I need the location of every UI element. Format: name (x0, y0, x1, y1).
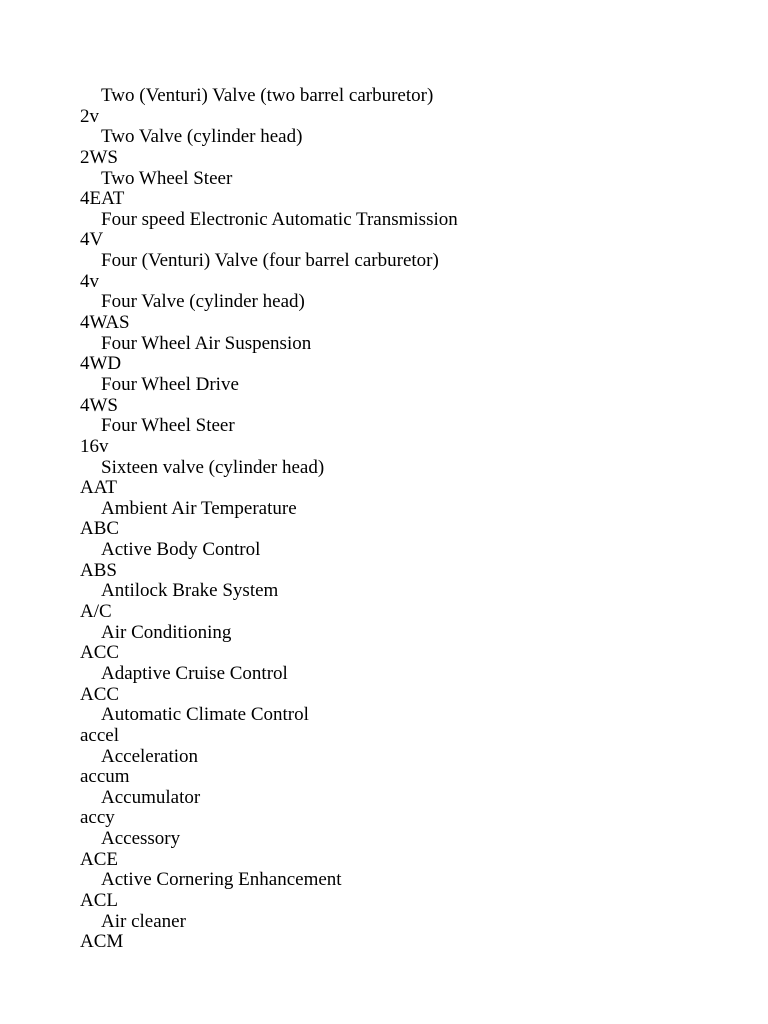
abbreviation-definition: Active Body Control (101, 539, 261, 561)
abbreviation-definition: Four Wheel Air Suspension (101, 332, 312, 354)
abbreviation-term: ACL (80, 889, 118, 911)
abbreviation-glossary (80, 86, 458, 953)
abbreviation-definition: Four Wheel Drive (101, 373, 239, 395)
abbreviation-definition: Air Conditioning (101, 621, 232, 643)
abbreviation-term: 16v (80, 435, 109, 457)
abbreviation-definition: Four speed Electronic Automatic Transmission (101, 208, 458, 230)
abbreviation-term: ACE (80, 848, 118, 870)
abbreviation-definition: Accumulator (101, 786, 201, 808)
abbreviation-definition: Two (Venturi) Valve (two barrel carburetor) (101, 85, 434, 106)
abbreviation-term: 4WD (80, 353, 122, 375)
abbreviation-definition: Four (Venturi) Valve (four barrel carburetor) (101, 250, 439, 272)
abbreviation-definition: Air cleaner (101, 910, 186, 932)
abbreviation-definition: Adaptive Cruise Control (101, 662, 288, 684)
abbreviation-definition: Acceleration (101, 745, 199, 767)
abbreviation-term: 4WS (80, 394, 118, 416)
abbreviation-term: accel (80, 724, 120, 746)
abbreviation-term: 2WS (80, 146, 118, 168)
abbreviation-term: ACC (80, 642, 120, 664)
abbreviation-term: ABS (80, 559, 117, 581)
abbreviation-term: accy (80, 807, 115, 829)
abbreviation-term: 4V (80, 229, 104, 251)
abbreviation-term: ACM (80, 931, 124, 953)
abbreviation-term: ACC (80, 683, 120, 705)
abbreviation-term: AAT (80, 477, 117, 499)
abbreviation-term: ABC (80, 518, 120, 540)
abbreviation-term: 2v (80, 105, 99, 127)
abbreviation-definition: Two Wheel Steer (101, 167, 233, 189)
abbreviation-definition: Automatic Climate Control (101, 704, 309, 726)
abbreviation-definition: Sixteen valve (cylinder head) (101, 456, 325, 478)
abbreviation-definition: Antilock Brake System (101, 580, 279, 602)
abbreviation-term: A/C (80, 601, 112, 623)
abbreviation-definition: Accessory (101, 828, 181, 850)
abbreviation-definition: Two Valve (cylinder head) (101, 126, 303, 148)
abbreviation-definition: Four Wheel Steer (101, 415, 235, 437)
abbreviation-term: 4v (80, 270, 99, 292)
abbreviation-definition: Four Valve (cylinder head) (101, 291, 305, 313)
abbreviation-definition: Ambient Air Temperature (101, 497, 297, 519)
abbreviation-term: 4WAS (80, 312, 130, 334)
abbreviation-term: accum (80, 766, 130, 788)
abbreviation-definition: Active Cornering Enhancement (101, 869, 342, 891)
abbreviation-term: 4EAT (80, 188, 125, 210)
